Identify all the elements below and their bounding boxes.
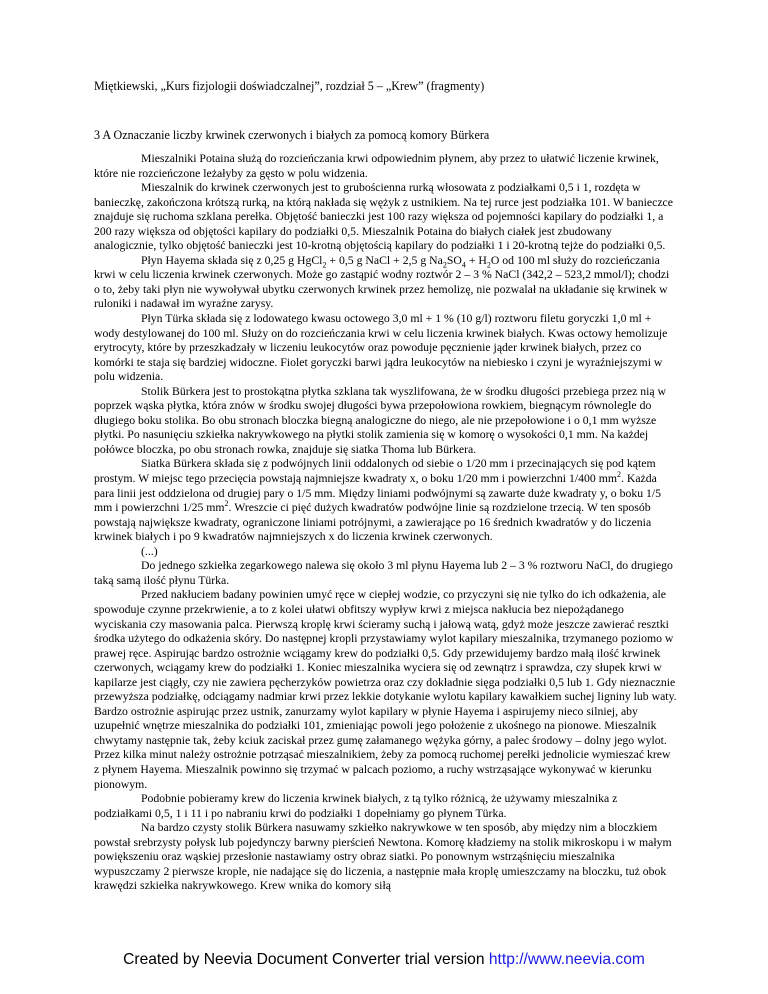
paragraph: Na bardzo czysty stolik Bürkera nasuwamy szkiełko nakrywkowe w ten sposób, aby między nim a bloczkiem powstał srebrzysty połysk lub pojedynczy barwny pierścień Newtona. Komorę kładziemy na stolik mikroskopu i w małym powiększeniu oraz wąskiej przesłonie nastawiamy ostry obraz siatki. Po ponownym wstrząśnięciu mieszalnika wypuszczamy 2 pierwsze krople, nie nadające się do liczenia, a następnie mała kroplę umieszczamy na bloczku, tuż obok krawędzi szkiełka nakrywkowego. Krew wnika do komory siłą xyxy=(94,821,672,893)
paragraph: Podobnie pobieramy krew do liczenia krwinek białych, z tą tylko różnicą, że używamy mieszalnika z podziałkami 0,5, 1 i 11 i po nabraniu krwi do podziałki 1 dopełniamy go płynem Türka. xyxy=(94,792,618,820)
paragraph: Mieszalniki Potaina służą do rozcieńczania krwi odpowiednim płynem, aby przez to ułatwić liczenie krwinek, które nie rozcieńczone leżałyby za gęsto w polu widzenia. xyxy=(94,152,659,180)
footer-link[interactable]: http://www.neevia.com xyxy=(488,951,645,968)
paragraph: Siatka Bürkera składa się z podwójnych linii oddalonych od siebie o 1/20 mm i przecinających się pod kątem prostym. W miejsc tego przecięcia powstają najmniejsze kwadraty x, o boku 1/20 mm i powierzchni 1/400 $mm^2$. Każda para linii jest oddzielona od drugiej pary o 1/5 mm. Między liniami podwójnymi są zawarte duże kwadraty y, o boku 1/5 mm i powierzchni 1/25 $mm^2$. Wreszcie ci pięć dużych kwadratów podwójne linie są rozdzielone trzecią. W ten sposób powstają największe kwadraty, ograniczone liniami potrójnymi, a zawierające po 16 średnich kwadratów y do liczenia krwinek białych i po 9 kwadratów najmniejszych x do liczenia krwinek czerwonych. xyxy=(94,457,662,544)
paragraph: Mieszalnik do krwinek czerwonych jest to grubościenna rurką włosowata z podziałkami 0,5 i 1, rozdęta w banieczkę, zakończona krótszą rurką, na którą nakłada się wężyk z ustnikiem. Na tej rurce jest podziałka 101. W banieczce znajduje się ruchoma szklana perełka. Objętość banieczki jest 100 razy większa od pojemności kapilary do podziałki 1, a 200 razy większa od objętości kapilary do podziałki 0,5. Mieszalnik Potaina do białych ciałek jest zbudowany analogicznie, tylko objętość banieczki jest 10-krotną objętością kapilary do podziałki 1 i 20-krotną tejże do podziałki 0,5. xyxy=(94,181,673,253)
converter-footer xyxy=(0,950,768,970)
section-title: 3 A Oznaczanie liczby krwinek czerwonych i białych za pomocą komory Bürkera xyxy=(94,128,490,142)
paragraph: (...) xyxy=(141,544,158,558)
paragraph: Stolik Bürkera jest to prostokątna płytka szklana tak wyszlifowana, że w środku długości przebiega przez nią w poprzek wąska płytka, która znów w środku swojej długości bywa przepołowiona rowkiem, biegnącym równolegle do długiego boku stolika. Bo obu stronach bloczka biegną analogiczne do niego, ale nie przepołowione i o 0,1 mm wyższe płytki. Po nasunięciu szkiełka nakrywkowego na płytki stolik zamienia się w komorę o wysokości 0,1 mm. Na każdej połówce bloczka, po obu stronach rowka, znajduje się siatka Thoma lub Bürkera. xyxy=(94,384,667,456)
document-header: Miętkiewski, „Kurs fizjologii doświadczalnej”, rozdział 5 – „Krew” (fragmenty) xyxy=(94,79,485,93)
body-text xyxy=(94,152,677,894)
footer-text: Created by Neevia Document Converter trial version xyxy=(123,951,489,968)
paragraph: Płyn Hayema składa się z 0,25 g HgCl$_2$ + 0,5 g NaCl + 2,5 g $Na_2SO_4 + H_2O$ od 100 ml służy do rozcieńczania krwi w celu liczenia krwinek czerwonych. Może go zastąpić wodny roztwór 2 – 3 % NaCl (342,2 – 523,2 mmol/l); chodzi o to, żeby taki płyn nie wywoływał ubytku czerwonych krwinek przez hemolizę, nie pozwalał na układanie się krwinek w ruloniki i nadawał im wyraźne zarysy. xyxy=(94,253,670,311)
paragraph: Do jednego szkiełka zegarkowego nalewa się około 3 ml płynu Hayema lub 2 – 3 % roztworu NaCl, do drugiego taką samą ilość płynu Türka. xyxy=(94,559,673,587)
paragraph: Przed nakłuciem badany powinien umyć ręce w ciepłej wodzie, co przyczyni się nie tylko do ich odkażenia, ale spowoduje czynne przekrwienie, a to z kolei ułatwi obfitszy wypływ krwi z miejsca nakłucia bez niepożądanego wyciskania czy masowania palca. Pierwszą kroplę krwi ścieramy suchą i jałową watą, gdyż może jeszcze zawierać resztki środka użytego do odkażenia skóry. Do następnej kropli przystawiamy wylot kapilary mieszalnika, trzymanego poziomo w prawej ręce. Aspirując bardzo ostrożnie wciągamy krew do podziałki 0,5. Gdy przewidujemy bardzo małą ilość krwinek czerwonych, wciągamy krew do podziałki 1. Koniec mieszalnika wyciera się od zewnątrz i sprawdza, czy słupek krwi w kapilarze jest ciągły, czy nie zawiera pęcherzyków powietrza oraz czy dokładnie sięga podziałki 0,5 lub 1. Gdy nieznacznie przewyższa podziałkę, odciągamy nadmiar krwi przez lekkie dotykanie wylotu kapilary kawałkiem suchej ligniny lub waty. Bardzo ostrożnie aspirując przez ustnik, zanurzamy wylot kapilary w płynie Hayema i aspirujemy nieco silniej, aby uzupełnić wnętrze mieszalnika do podziałki 101, zmieniając powoli jego położenie z ukośnego na pionowe. Mieszalnik chwytamy następnie tak, żeby kciuk zaciskał przez gumę załamanego wężyka górny, a palec środowy – dolny jego wylot. Przez kilka minut należy ostrożnie potrząsać mieszalnikiem, żeby za pomocą ruchomej perełki jednolicie wymieszać krew z płynem Hayema. Mieszalnik powinno się trzymać w palcach poziomo, a ruchy wstrząsające wykonywać w kierunku pionowym. xyxy=(94,588,677,791)
paragraph: Płyn Türka składa się z lodowatego kwasu octowego 3,0 ml + 1 % (10 g/l) roztworu filetu goryczki 1,0 ml + wody destylowanej do 100 ml. Służy on do rozcieńczania krwi w celu liczenia krwinek białych. Kwas octowy hemolizuje erytrocyty, które by przeszkadzały w liczeniu leukocytów oraz powoduje pęcznienie jąder krwinek białych, przez co komórki te staja się bardziej widoczne. Fiolet goryczki barwi jądra leukocytów na niebiesko i czyni je wyraźniejszymi w polu widzenia. xyxy=(94,312,668,384)
